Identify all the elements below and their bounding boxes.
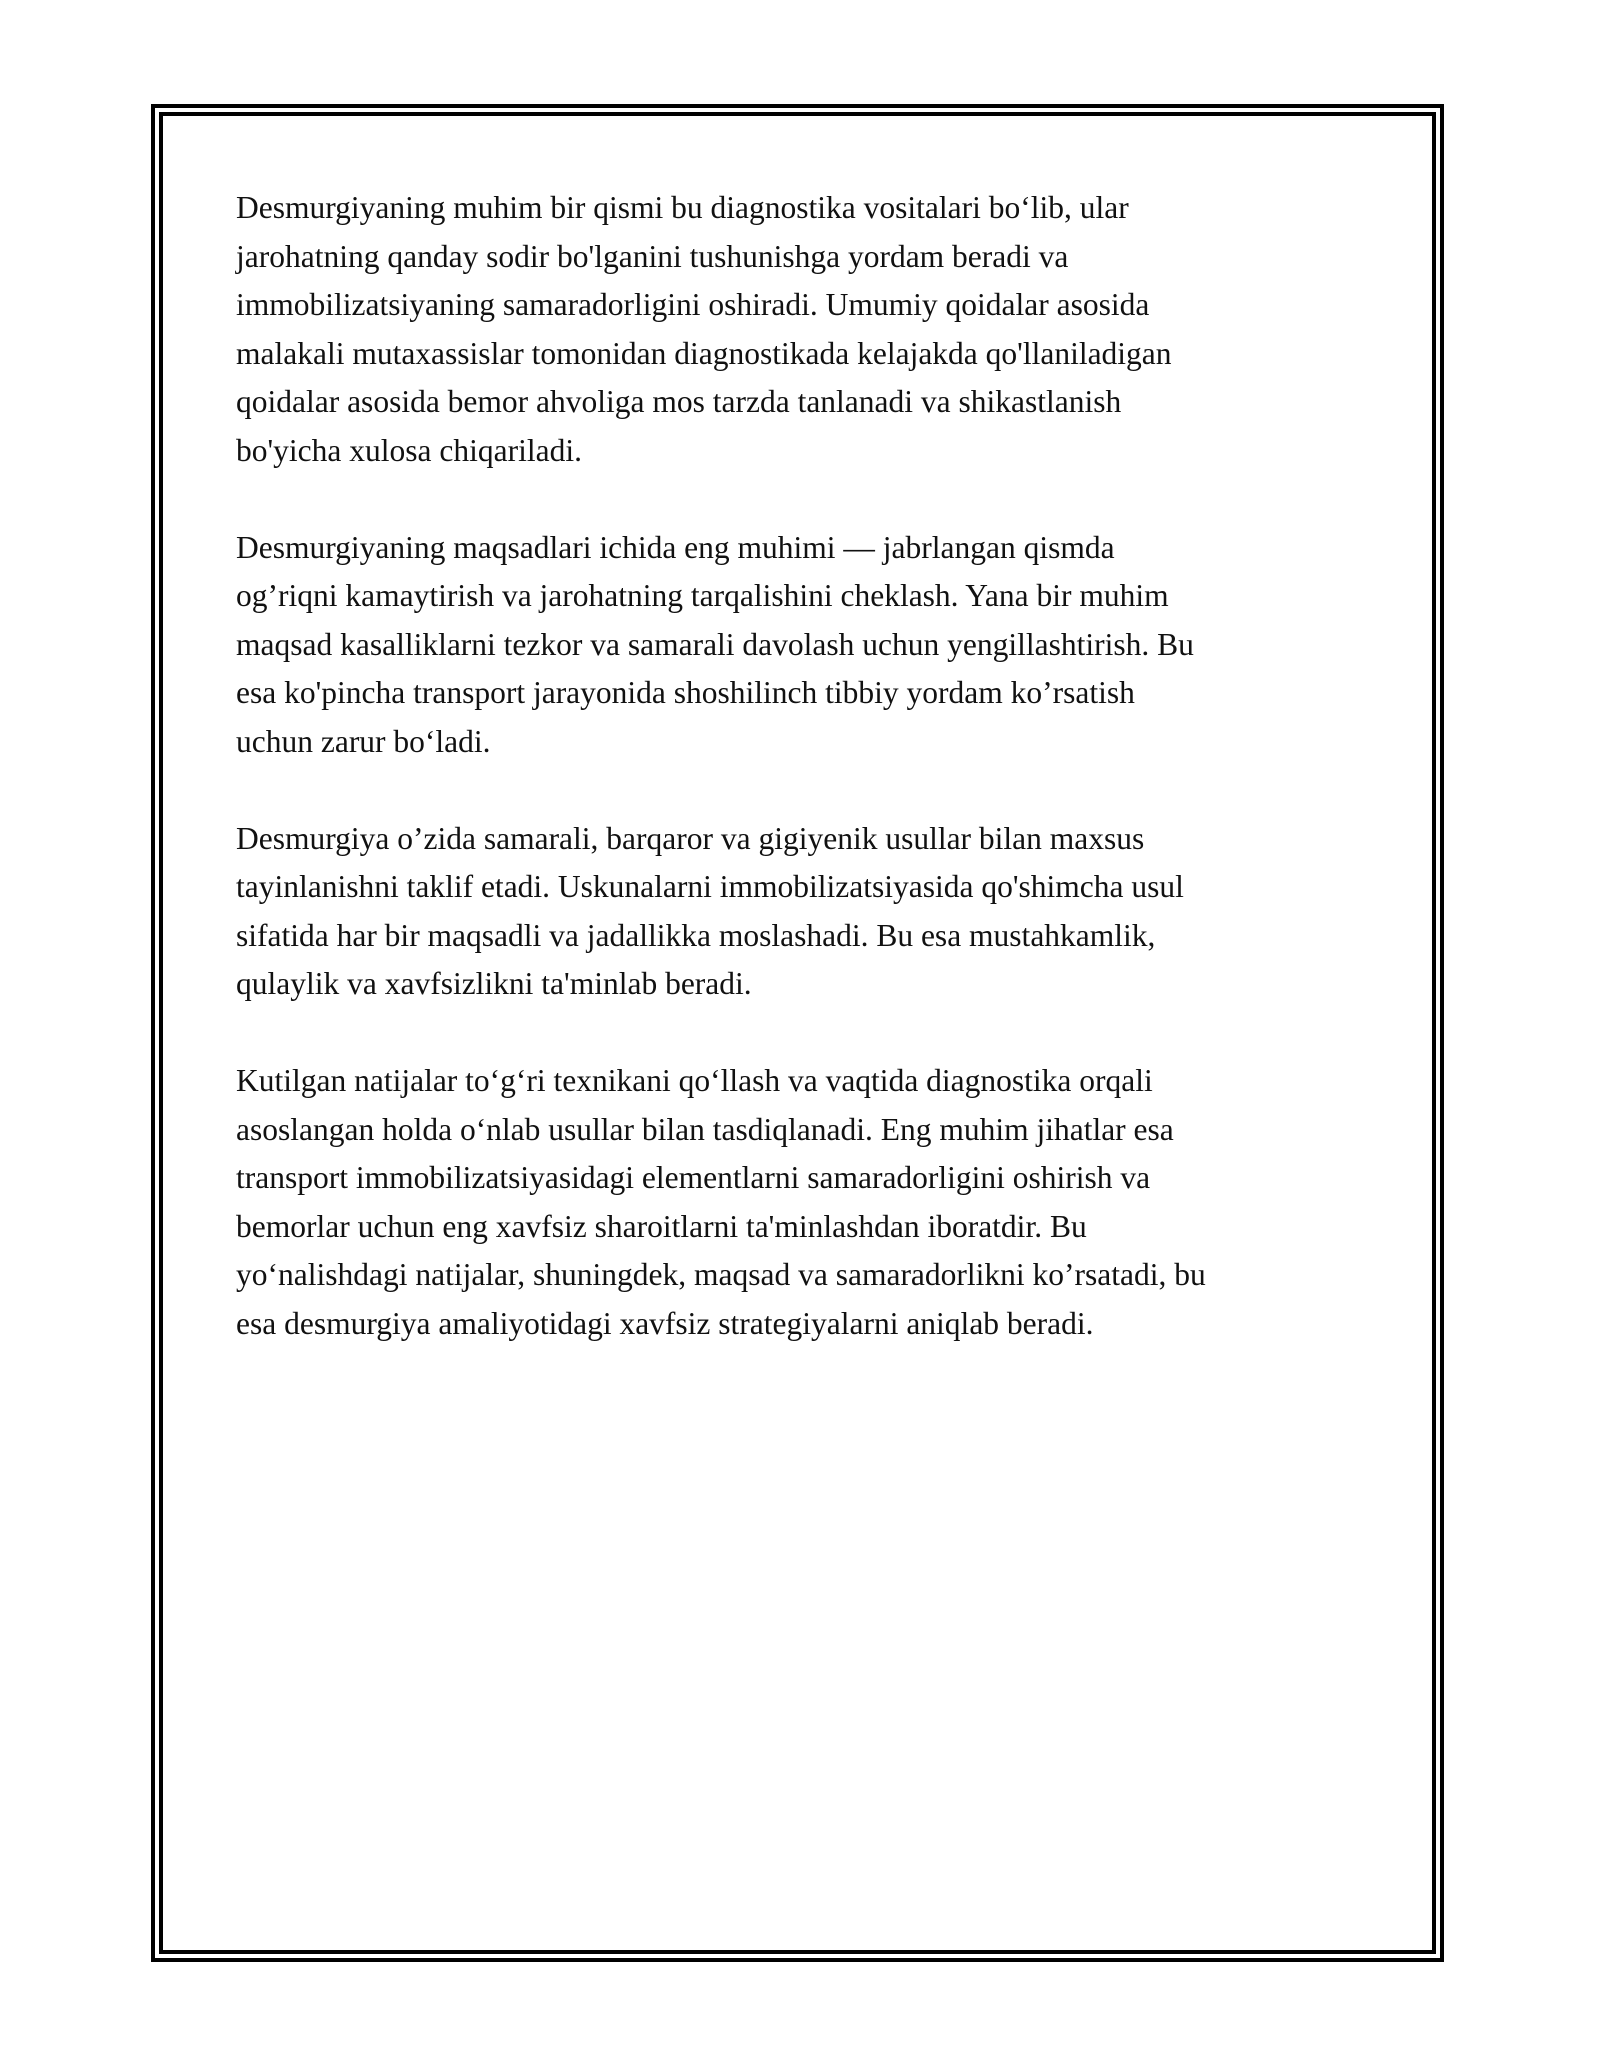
- paragraph-4: Kutilgan natijalar toʻgʻri texnikani qoʻllash va vaqtida diagnostika orqali asoslangan holda oʻnlab usullar bilan tasdiqlanadi. Eng muhim jihatlar esa transport immobilizatsiyasidagi elementlarni samaradorligini oshirish va bemorlar uchun eng xavfsiz sharoitlarni ta'minlashdan iboratdir. Bu yoʻnalishdagi natijalar, shuningdek, maqsad va samaradorlikni ko’rsatadi, bu esa desmurgiya amaliyotidagi xavfsiz strategiyalarni aniqlab beradi.: [236, 1063, 1206, 1341]
- paragraph-2: Desmurgiyaning maqsadlari ichida eng muhimi — jabrlangan qismda og’riqni kamaytirish va jarohatning tarqalishini cheklash. Yana bir muhim maqsad kasalliklarni tezkor va samarali davolash uchun yengillashtirish. Bu esa ko'pincha transport jarayonida shoshilinch tibbiy yordam ko’rsatish uchun zarur boʻladi.: [236, 529, 1194, 759]
- document-body: [236, 184, 1386, 1397]
- paragraph-1: Desmurgiyaning muhim bir qismi bu diagnostika vositalari boʻlib, ular jarohatning qanday sodir bo'lganini tushunishga yordam beradi va immobilizatsiyaning samaradorligini oshiradi. Umumiy qoidalar asosida malakali mutaxassislar tomonidan diagnostikada kelajakda qo'llaniladigan qoidalar asosida bemor ahvoliga mos tarzda tanlanadi va shikastlanish bo'yicha xulosa chiqariladi.: [236, 190, 1172, 468]
- paragraph-3: Desmurgiya o’zida samarali, barqaror va gigiyenik usullar bilan maxsus tayinlanishni taklif etadi. Uskunalarni immobilizatsiyasida qo'shimcha usul sifatida har bir maqsadli va jadallikka moslashadi. Bu esa mustahkamlik, qulaylik va xavfsizlikni ta'minlab beradi.: [236, 820, 1184, 1001]
